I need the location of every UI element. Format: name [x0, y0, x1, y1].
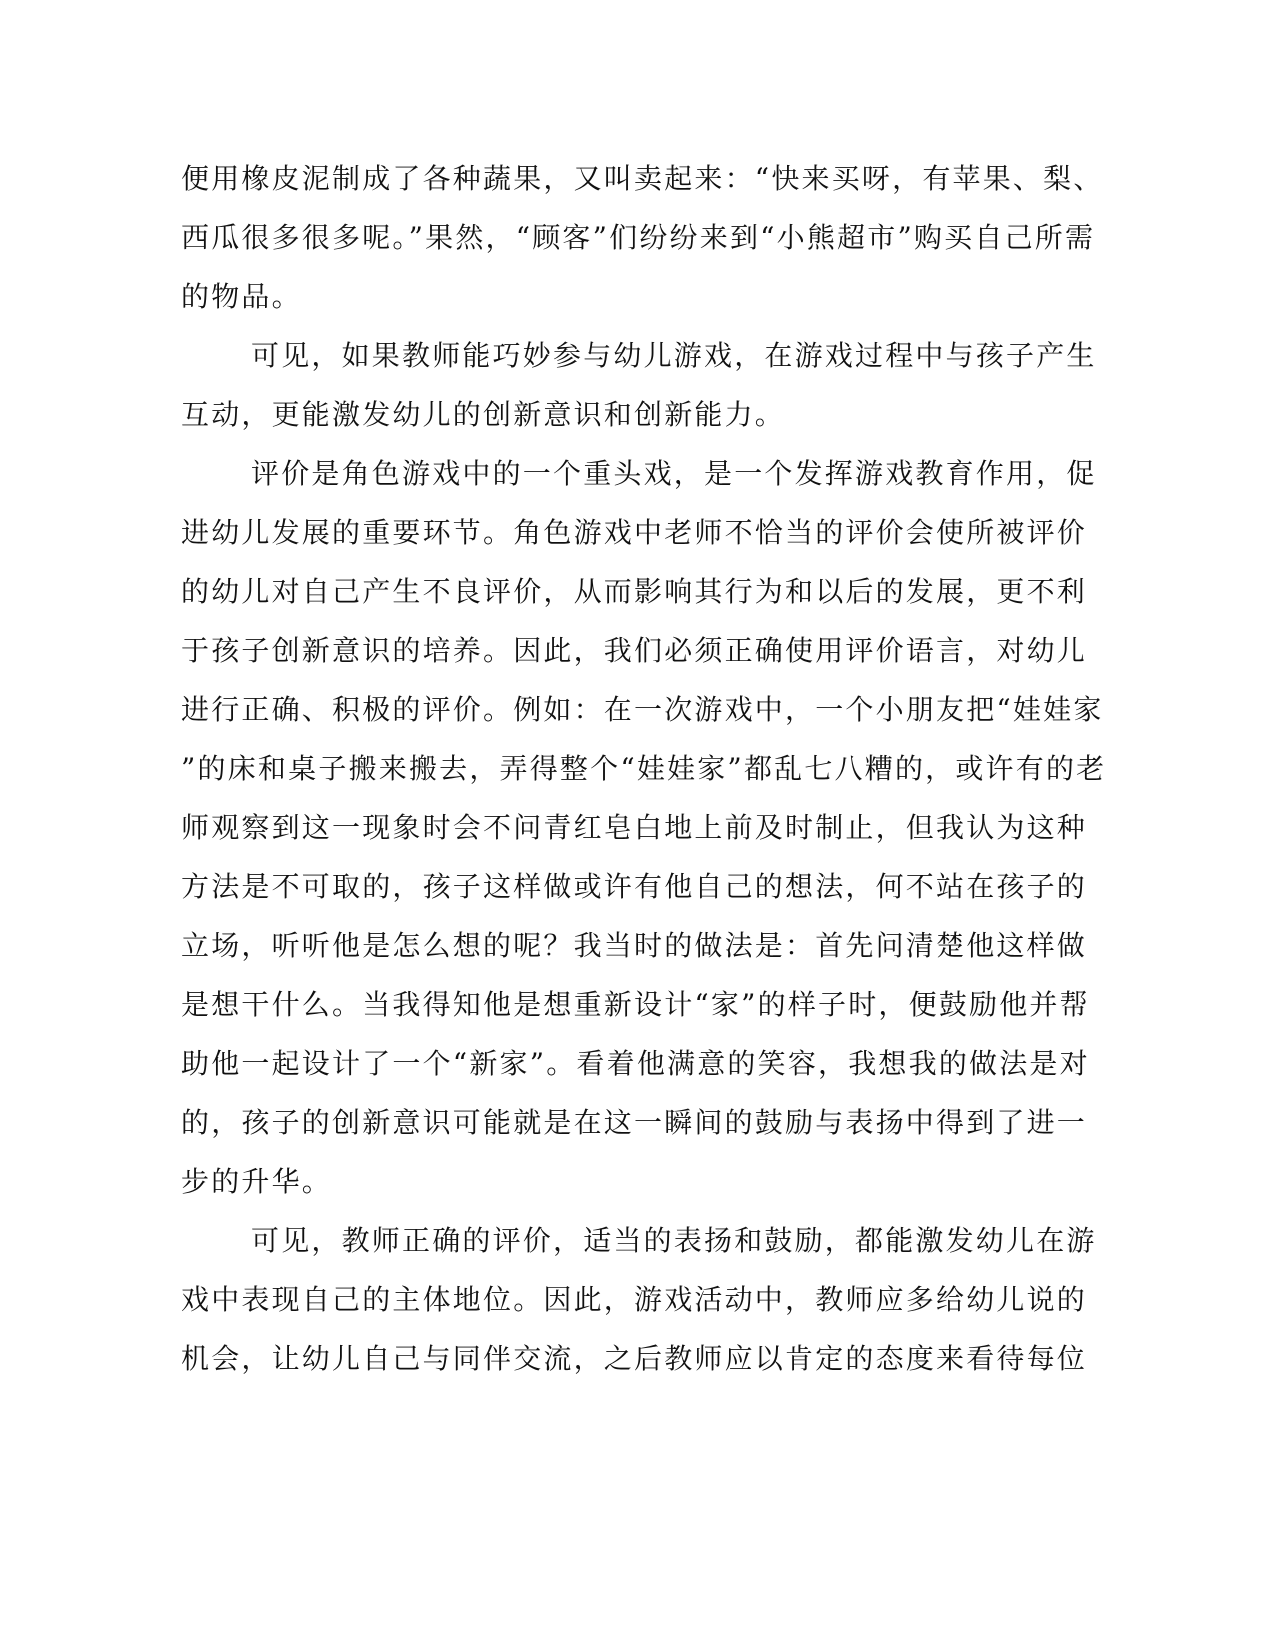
text-line: 方法是不可取的，孩子这样做或许有他自己的想法，何不站在孩子的: [181, 870, 1088, 903]
text-line: 的物品。: [181, 280, 302, 313]
text-line: 戏中表现自己的主体地位。因此，游戏活动中，教师应多给幼儿说的: [181, 1283, 1088, 1316]
text-line: 机会，让幼儿自己与同伴交流，之后教师应以肯定的态度来看待每位: [181, 1342, 1088, 1375]
text-line: 于孩子创新意识的培养。因此，我们必须正确使用评价语言，对幼儿: [181, 634, 1088, 667]
text-line: 助他一起设计了一个“新家”。看着他满意的笑容，我想我的做法是对: [181, 1047, 1090, 1080]
text-line: 的，孩子的创新意识可能就是在这一瞬间的鼓励与表扬中得到了进一: [181, 1106, 1088, 1139]
text-line: 进行正确、积极的评价。例如：在一次游戏中，一个小朋友把“娃娃家: [181, 693, 1104, 726]
text-line: 西瓜很多很多呢。”果然，“顾客”们纷纷来到“小熊超市”购买自己所需: [181, 221, 1096, 254]
text-line: 互动，更能激发幼儿的创新意识和创新能力。: [181, 398, 786, 431]
text-line: 立场，听听他是怎么想的呢？我当时的做法是：首先问清楚他这样做: [181, 929, 1088, 962]
text-line: 的幼儿对自己产生不良评价，从而影响其行为和以后的发展，更不利: [181, 575, 1088, 608]
text-line: 便用橡皮泥制成了各种蔬果，又叫卖起来：“快来买呀，有苹果、梨、: [181, 162, 1104, 195]
text-line: 是想干什么。当我得知他是想重新设计“家”的样子时，便鼓励他并帮: [181, 988, 1090, 1021]
paragraph-first-line: 评价是角色游戏中的一个重头戏，是一个发挥游戏教育作用，促: [251, 457, 1097, 490]
text-line: 步的升华。: [181, 1165, 333, 1198]
text-line: 进幼儿发展的重要环节。角色游戏中老师不恰当的评价会使所被评价: [181, 516, 1088, 549]
paragraph-first-line: 可见，教师正确的评价，适当的表扬和鼓励，都能激发幼儿在游: [251, 1224, 1097, 1257]
text-line: 师观察到这一现象时会不问青红皂白地上前及时制止，但我认为这种: [181, 811, 1088, 844]
paragraph-first-line: 可见，如果教师能巧妙参与幼儿游戏，在游戏过程中与孩子产生: [251, 339, 1097, 372]
text-line: ”的床和桌子搬来搬去，弄得整个“娃娃家”都乱七八糟的，或许有的老: [181, 752, 1107, 785]
